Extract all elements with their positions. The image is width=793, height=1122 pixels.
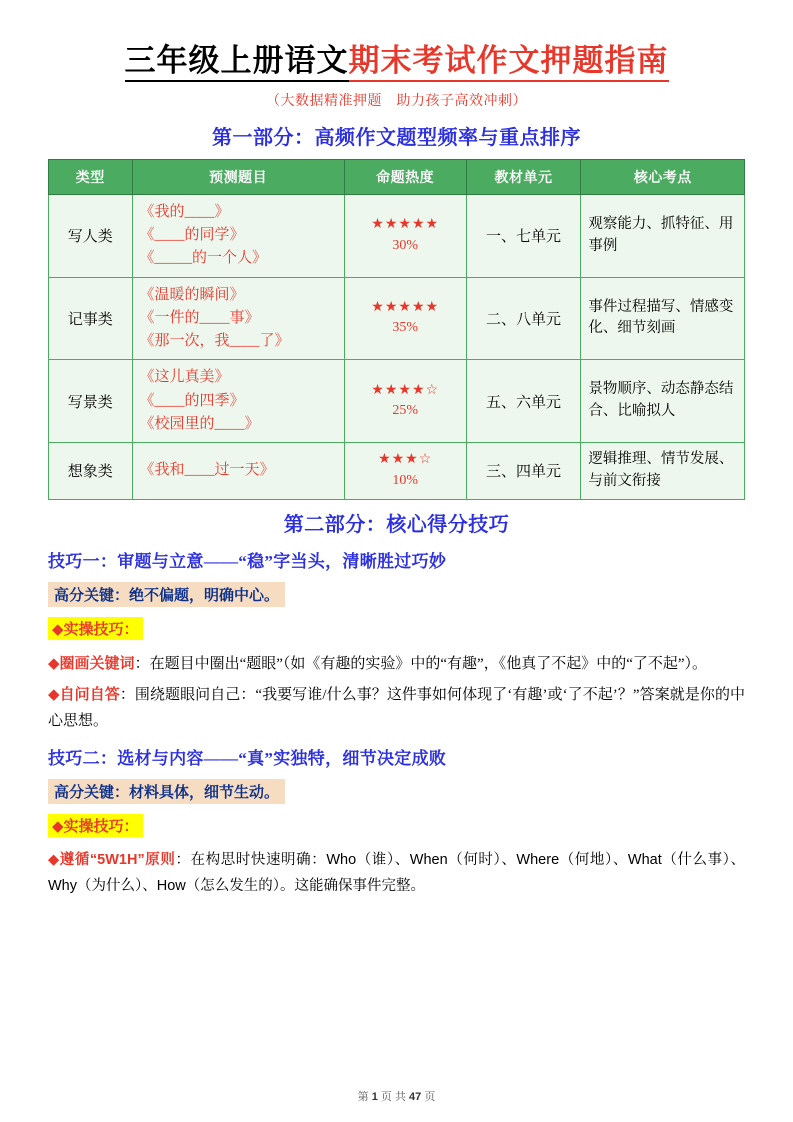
cell-unit: 一、七单元 bbox=[466, 194, 581, 277]
title-segment-grade: 三年级上册语文 bbox=[125, 43, 349, 82]
column-header-unit: 教材单元 bbox=[466, 159, 581, 194]
cell-topics bbox=[132, 194, 344, 277]
subtitle: （大数据精准押题 助力孩子高效冲刺） bbox=[266, 93, 527, 109]
cell-type: 记事类 bbox=[49, 277, 133, 360]
tip2-practice-label: ◆实操技巧： bbox=[48, 814, 143, 837]
topic-item: 《温暖的瞬间》 bbox=[139, 286, 245, 303]
column-header-topic: 预测题目 bbox=[132, 159, 344, 194]
table-row bbox=[49, 277, 745, 360]
tip1-key-point: 高分关键：绝不偏题，明确中心。 bbox=[48, 582, 285, 607]
table-row bbox=[49, 360, 745, 443]
topic-item: 《一件的____事》 bbox=[139, 309, 260, 326]
footer-prefix: 第 bbox=[357, 1091, 369, 1103]
part1-heading: 第一部分：高频作文题型频率与重点排序 bbox=[212, 126, 581, 149]
cell-heat bbox=[344, 194, 466, 277]
title-segment-exam: 期末考试作文押题指南 bbox=[349, 43, 669, 82]
cell-unit: 二、八单元 bbox=[466, 277, 581, 360]
tip1-item-text: ：围绕题眼问自己：“我要写谁/什么事？这件事如何体现了‘有趣’或‘了不起’？”答案就是你的中心思想。 bbox=[48, 686, 745, 729]
tip1-practice-label: ◆实操技巧： bbox=[48, 617, 143, 640]
heat-stars: ★★★★★ bbox=[371, 217, 440, 233]
column-header-type: 类型 bbox=[49, 159, 133, 194]
tip1-item-keyword: 圈画关键词 bbox=[59, 655, 135, 672]
topic-item: 《____的四季》 bbox=[139, 392, 245, 409]
cell-type: 想象类 bbox=[49, 443, 133, 500]
page-footer bbox=[0, 1088, 793, 1104]
heat-percent: 35% bbox=[392, 320, 419, 336]
topic-item: 《____的同学》 bbox=[139, 227, 245, 243]
heat-percent: 25% bbox=[392, 403, 419, 419]
tip2-item-text: ：在构思时快速明确：Who（谁）、When（何时）、Where（何地）、What（什么事）、Why（为什么）、How（怎么发生的）。这能确保事件完整。 bbox=[48, 852, 745, 894]
cell-points: 逻辑推理、情节发展、与前文衔接 bbox=[581, 443, 745, 500]
footer-suffix: 页 bbox=[424, 1091, 436, 1103]
diamond-bullet-icon: ◆ bbox=[48, 655, 60, 672]
tip1-item-text: ：在题目中圈出“题眼”（如《有趣的实验》中的“有趣”，《他真了不起》中的“了不起”）。 bbox=[134, 655, 708, 672]
heat-stars: ★★★★★ bbox=[371, 300, 440, 316]
diamond-bullet-icon: ◆ bbox=[48, 686, 60, 703]
cell-heat bbox=[344, 443, 466, 500]
prediction-table bbox=[48, 159, 745, 500]
topic-item: 《这儿真美》 bbox=[139, 369, 230, 386]
diamond-bullet-icon: ◆ bbox=[48, 852, 60, 869]
tip1-title: 技巧一：审题与立意——“稳”字当头，清晰胜过巧妙 bbox=[48, 551, 447, 571]
cell-topics bbox=[132, 443, 344, 500]
heat-percent: 10% bbox=[392, 472, 419, 488]
cell-heat bbox=[344, 277, 466, 360]
topic-item: 《那一次，我____了》 bbox=[139, 333, 290, 349]
page-title bbox=[48, 42, 745, 81]
heat-stars: ★★★☆ bbox=[378, 452, 433, 468]
tip2-item-keyword: 遵循“5W1H”原则 bbox=[59, 852, 176, 869]
cell-unit: 五、六单元 bbox=[466, 360, 581, 443]
footer-mid: 页 共 bbox=[380, 1091, 406, 1103]
footer-total-pages: 47 bbox=[409, 1091, 422, 1103]
cell-points: 事件过程描写、情感变化、细节刻画 bbox=[581, 277, 745, 360]
column-header-points: 核心考点 bbox=[581, 159, 745, 194]
table-row bbox=[49, 443, 745, 500]
cell-unit: 三、四单元 bbox=[466, 443, 581, 500]
cell-type: 写人类 bbox=[49, 194, 133, 277]
heat-percent: 30% bbox=[392, 237, 419, 253]
cell-points: 景物顺序、动态静态结合、比喻拟人 bbox=[581, 360, 745, 443]
cell-heat bbox=[344, 360, 466, 443]
part2-heading: 第二部分：核心得分技巧 bbox=[283, 513, 510, 536]
column-header-heat: 命题热度 bbox=[344, 159, 466, 194]
tip1-item bbox=[48, 682, 745, 735]
tip2-key-point: 高分关键：材料具体，细节生动。 bbox=[48, 779, 285, 804]
tip1-item-keyword: 自问自答 bbox=[59, 686, 120, 703]
heat-stars: ★★★★☆ bbox=[371, 382, 440, 398]
tip2-title: 技巧二：选材与内容——“真”实独特，细节决定成败 bbox=[48, 749, 447, 769]
cell-topics bbox=[132, 277, 344, 360]
topic-item: 《我和____过一天》 bbox=[139, 462, 275, 479]
tip2-item bbox=[48, 848, 745, 899]
table-header-row bbox=[49, 159, 745, 194]
cell-topics bbox=[132, 360, 344, 443]
topic-item: 《校园里的____》 bbox=[139, 415, 260, 432]
topic-item: 《我的____》 bbox=[139, 203, 230, 220]
table-row bbox=[49, 194, 745, 277]
topic-item: 《_____的一个人》 bbox=[139, 250, 268, 267]
cell-points: 观察能力、抓特征、用事例 bbox=[581, 194, 745, 277]
tip1-item bbox=[48, 651, 745, 677]
cell-type: 写景类 bbox=[49, 360, 133, 443]
footer-page-number: 1 bbox=[371, 1091, 378, 1103]
